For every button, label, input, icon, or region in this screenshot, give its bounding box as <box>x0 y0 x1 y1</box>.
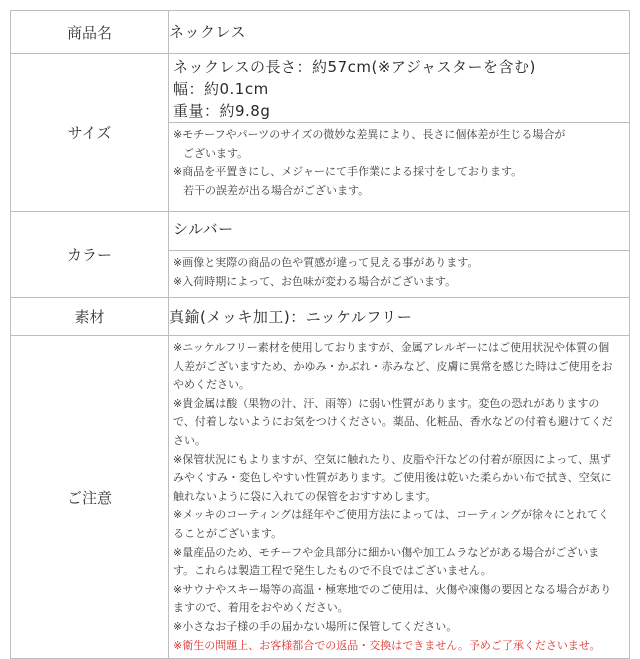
row-size <box>11 54 630 212</box>
row-caution <box>11 336 630 659</box>
product-spec-table <box>10 10 630 659</box>
row-product-name <box>11 11 630 54</box>
color-value: シルバー <box>173 220 234 238</box>
caution-note-line: ※保管状況にもよりますが、空気に触れたり、皮脂や汗などの付着が原因によって、黒ず <box>173 452 611 466</box>
color-note-line: ※入荷時期によって、お色味が変わる場合がございます。 <box>173 274 457 288</box>
label-caution: ご注意 <box>11 336 169 659</box>
color-note-line: ※画像と実際の商品の色や質感が違って見える事があります。 <box>173 256 479 269</box>
label-size: サイズ <box>11 54 169 212</box>
size-length: ネックレスの長さ：約57cm(※アジャスターを含む) <box>173 58 536 76</box>
caution-note-line: ることがございます。 <box>173 526 283 540</box>
caution-note-line: ※メッキのコーティングは経年やご使用方法によっては、コーティングが徐々にとれてく <box>173 508 610 522</box>
caution-note-line: す。これらは製造工程で発生したもので不良ではございません。 <box>173 564 492 578</box>
caution-note-line: 触れないように袋に入れての保管をおすすめします。 <box>173 489 437 503</box>
caution-cell <box>169 336 630 659</box>
color-notes <box>169 250 629 297</box>
caution-note-line: みやくすみ・変色しやすい性質があります。ご使用後は乾いた柔らかい布で拭き、空気に <box>173 471 612 485</box>
size-note-line: 若干の誤差が出る場合がございます。 <box>183 183 370 197</box>
size-cell <box>169 54 630 212</box>
size-width: 幅：約0.1cm <box>173 80 269 98</box>
caution-note-line: ※小さなお子様の手の届かない場所に保管してください。 <box>173 619 458 633</box>
value-material: 真鍮(メッキ加工)：ニッケルフリー <box>169 298 630 336</box>
size-weight: 重量：約9.8g <box>173 102 271 120</box>
color-cell <box>169 212 630 298</box>
label-product-name: 商品名 <box>11 11 169 54</box>
caution-note-line: 人差がございますため、かゆみ・かぶれ・赤みなど、皮膚に異常を感じた時はご使用をお <box>173 359 613 373</box>
caution-note-line: ※貴金属は酸（果物の汁、汗、雨等）に弱い性質があります。変色の恐れがありますの <box>173 396 600 410</box>
return-policy-warning: ※衛生の問題上、お客様都合での返品・交換はできません。予めご了承くださいませ。 <box>173 638 601 652</box>
caution-note-line: ますので、着用をおやめください。 <box>173 601 349 615</box>
size-note-line: ございます。 <box>183 146 249 160</box>
size-note-line: ※商品を平置きにし、メジャーにて手作業による採寸をしております。 <box>173 165 523 178</box>
size-note-line: ※モチーフやパーツのサイズの微妙な差異により、長さに個体差が生じる場合が <box>173 128 566 141</box>
caution-note-line: ※ニッケルフリー素材を使用しておりますが、金属アレルギーにはご使用状況や体質の個 <box>173 341 610 354</box>
label-color: カラー <box>11 212 169 298</box>
caution-note-line: ※量産品のため、モチーフや金具部分に細かい傷や加工ムラなどがある場合がございま <box>173 545 600 559</box>
row-color <box>11 212 630 298</box>
caution-note-line: やめください。 <box>173 378 250 392</box>
row-material <box>11 298 630 336</box>
size-main <box>169 54 629 122</box>
caution-note-line: で、付着しないようにお気をつけください。薬品、化粧品、香水などの付着も避けてくだ <box>173 415 613 429</box>
caution-notes <box>169 336 629 658</box>
caution-note-line: ※サウナやスキー場等の高温・極寒地でのご使用は、火傷や凍傷の要因となる場合があり <box>173 582 612 596</box>
value-product-name: ネックレス <box>169 11 630 54</box>
caution-note-line: さい。 <box>173 433 206 447</box>
label-material: 素材 <box>11 298 169 336</box>
size-notes <box>169 122 629 211</box>
